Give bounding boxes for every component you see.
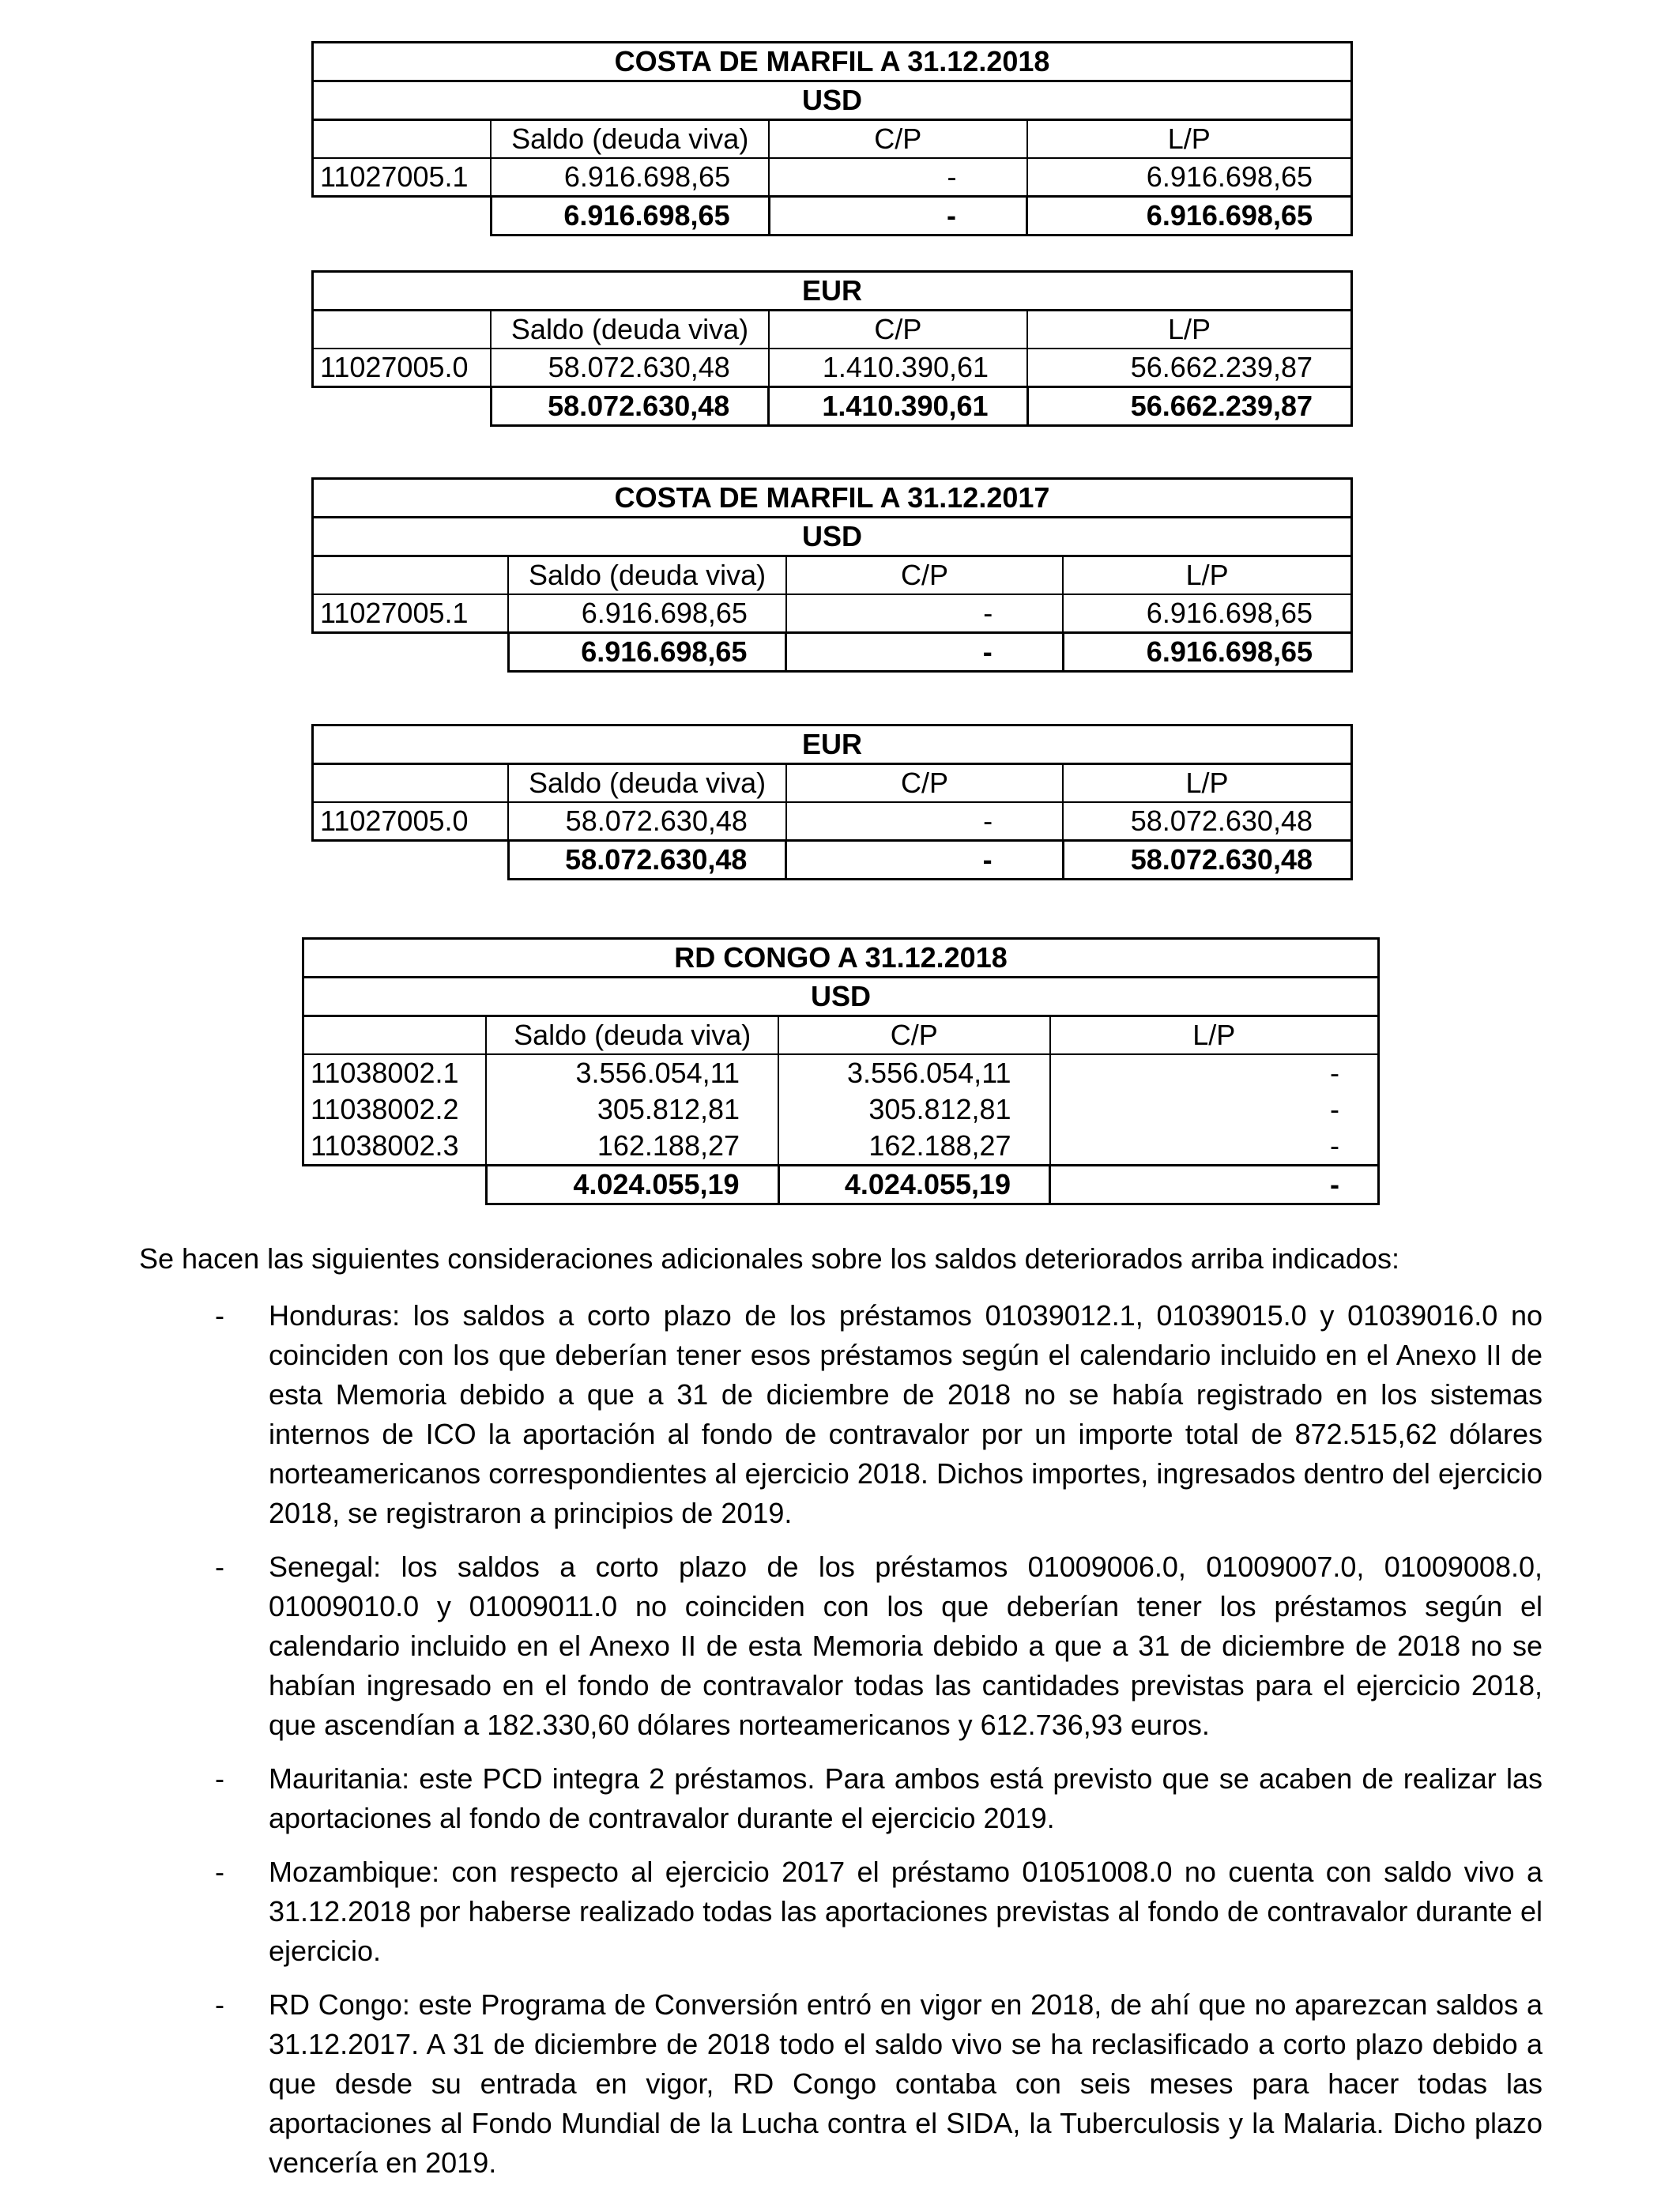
header-lp: L/P <box>1050 1016 1379 1055</box>
total-saldo: 58.072.630,48 <box>508 841 786 880</box>
total-row <box>313 841 1352 880</box>
header-cp: C/P <box>786 764 1063 803</box>
intro-paragraph: Se hacen las siguientes consideraciones adicionales sobre los saldos deteriorados arriba indicados: <box>139 1242 1399 1275</box>
lp-value: 6.916.698,65 <box>1027 158 1352 197</box>
bullet-dash: - <box>215 1762 224 1795</box>
table-title: COSTA DE MARFIL A 31.12.2018 <box>313 43 1352 81</box>
total-lp: 6.916.698,65 <box>1027 197 1352 236</box>
loan-code: 11027005.1 <box>313 158 492 197</box>
note-text: Honduras: los saldos a corto plazo de los préstamos 01039012.1, 01039015.0 y 01039016.0 no coinciden con los que deberían tener esos préstamos según el calendario incluido en el Anexo II de esta Memoria debido a que a 31 de diciembre de 2018 no se había registrado en los sistemas internos de ICO la aportación al fondo de contravalor por un importe total de 872.515,62 dólares norteamericanos correspondientes al ejercicio 2018. Dichos importes, ingresados dentro del ejercicio 2018, se registraron a principios de 2019. <box>269 1299 1543 1529</box>
header-saldo: Saldo (deuda viva) <box>491 120 769 159</box>
bullet-dash: - <box>215 1856 224 1888</box>
table-title: COSTA DE MARFIL A 31.12.2017 <box>313 479 1352 518</box>
note-text: RD Congo: este Programa de Conversión entró en vigor en 2018, de ahí que no aparezcan saldos a 31.12.2017. A 31 de diciembre de 2018 todo el saldo vivo se ha reclasificado a corto plazo debido a que desde su entrada en vigor, RD Congo contaba con seis meses para hacer todas las aportaciones al Fondo Mundial de la Lucha contra el SIDA, la Tuberculosis y la Malaria. Dicho plazo vencería en 2019. <box>269 1988 1543 2179</box>
total-saldo: 6.916.698,65 <box>491 197 769 236</box>
header-cp: C/P <box>769 120 1026 159</box>
header-code <box>313 311 492 349</box>
header-cp: C/P <box>769 311 1027 349</box>
header-lp: L/P <box>1027 311 1351 349</box>
cp-value: 3.556.054,11 <box>778 1054 1050 1091</box>
note-text: Mauritania: este PCD integra 2 préstamos. Para ambos está previsto que se acaben de realizar las aportaciones al fondo de contravalor durante el ejercicio 2019. <box>269 1762 1543 1834</box>
currency-label: USD <box>303 978 1379 1016</box>
table-costa-marfil-2018-eur <box>311 270 1353 427</box>
header-lp: L/P <box>1027 120 1352 159</box>
header-code <box>303 1016 487 1055</box>
header-cp: C/P <box>786 556 1063 595</box>
total-saldo: 58.072.630,48 <box>491 387 769 426</box>
total-cp: 4.024.055,19 <box>778 1166 1050 1204</box>
header-cp: C/P <box>778 1016 1050 1055</box>
total-cp: - <box>786 633 1063 672</box>
cp-value: - <box>769 158 1026 197</box>
lp-value: 6.916.698,65 <box>1063 594 1351 633</box>
note-text: Senegal: los saldos a corto plazo de los préstamos 01009006.0, 01009007.0, 01009008.0, 01009010.0 y 01009011.0 no coinciden con los que deberían tener los préstamos según el calendario incluido en el Anexo II de esta Memoria debido a que a 31 de diciembre de 2018 no se habían ingresado en el fondo de contravalor todas las cantidades previstas para el ejercicio 2018, que ascendían a 182.330,60 dólares norteamericanos y 612.736,93 euros. <box>269 1551 1543 1741</box>
total-row <box>303 1166 1379 1204</box>
total-cp: 1.410.390,61 <box>769 387 1027 426</box>
list-item <box>139 1759 1543 1838</box>
bullet-dash: - <box>215 1551 224 1583</box>
table-row <box>303 1128 1379 1166</box>
lp-value: - <box>1050 1054 1379 1091</box>
table-costa-marfil-2017-usd <box>311 477 1353 673</box>
lp-value: 58.072.630,48 <box>1063 802 1351 841</box>
notes-list <box>139 1296 1543 2197</box>
bullet-dash: - <box>215 1299 224 1332</box>
table-row <box>303 1054 1379 1091</box>
loan-code: 11038002.2 <box>311 1093 459 1125</box>
table-row <box>303 1091 1379 1128</box>
list-item <box>139 1547 1543 1745</box>
total-lp: 56.662.239,87 <box>1027 387 1351 426</box>
loan-code: 11038002.3 <box>303 1128 487 1166</box>
total-row <box>313 633 1352 672</box>
saldo-value: 305.812,81 <box>486 1091 778 1128</box>
table-row <box>313 594 1352 633</box>
total-saldo: 4.024.055,19 <box>486 1166 778 1204</box>
saldo-value: 58.072.630,48 <box>508 802 786 841</box>
header-saldo: Saldo (deuda viva) <box>491 311 769 349</box>
table-rd-congo-2018-usd <box>302 937 1380 1205</box>
table-row <box>313 349 1352 387</box>
header-code <box>313 764 509 803</box>
saldo-value: 6.916.698,65 <box>508 594 786 633</box>
list-item <box>139 1296 1543 1533</box>
table-title: RD CONGO A 31.12.2018 <box>303 939 1379 978</box>
lp-value: - <box>1050 1091 1379 1128</box>
total-lp: 58.072.630,48 <box>1063 841 1351 880</box>
list-item <box>139 1852 1543 1971</box>
header-code <box>313 120 492 159</box>
cp-value: - <box>786 594 1063 633</box>
header-saldo: Saldo (deuda viva) <box>508 556 786 595</box>
total-lp: - <box>1050 1166 1379 1204</box>
saldo-value: 58.072.630,48 <box>491 349 769 387</box>
list-item <box>139 1985 1543 2183</box>
currency-label: USD <box>313 518 1352 556</box>
table-row <box>313 802 1352 841</box>
loan-code: 11027005.0 <box>313 349 492 387</box>
header-saldo: Saldo (deuda viva) <box>508 764 786 803</box>
loan-code: 11038002.1 <box>311 1057 459 1089</box>
currency-label: EUR <box>313 272 1352 311</box>
total-cp: - <box>769 197 1026 236</box>
total-lp: 6.916.698,65 <box>1063 633 1351 672</box>
total-cp: - <box>786 841 1063 880</box>
currency-label: USD <box>313 81 1352 120</box>
loan-code: 11027005.0 <box>313 802 509 841</box>
total-saldo: 6.916.698,65 <box>508 633 786 672</box>
bullet-dash: - <box>215 1988 224 2021</box>
lp-value: 56.662.239,87 <box>1027 349 1351 387</box>
saldo-value: 162.188,27 <box>486 1128 778 1166</box>
cp-value: - <box>786 802 1063 841</box>
cp-value: 305.812,81 <box>778 1091 1050 1128</box>
loan-code: 11027005.1 <box>313 594 509 633</box>
cp-value: 162.188,27 <box>778 1128 1050 1166</box>
header-lp: L/P <box>1063 764 1351 803</box>
header-saldo: Saldo (deuda viva) <box>486 1016 778 1055</box>
total-row <box>313 197 1352 236</box>
table-costa-marfil-2018-usd <box>311 41 1353 236</box>
saldo-value: 6.916.698,65 <box>491 158 769 197</box>
saldo-value: 3.556.054,11 <box>486 1054 778 1091</box>
currency-label: EUR <box>313 725 1352 764</box>
header-lp: L/P <box>1063 556 1351 595</box>
table-row <box>313 158 1352 197</box>
cp-value: 1.410.390,61 <box>769 349 1027 387</box>
total-row <box>313 387 1352 426</box>
note-text: Mozambique: con respecto al ejercicio 2017 el préstamo 01051008.0 no cuenta con saldo vivo a 31.12.2018 por haberse realizado todas las aportaciones previstas al fondo de contravalor durante el ejercicio. <box>269 1856 1543 1967</box>
lp-value: - <box>1050 1128 1379 1166</box>
header-code <box>313 556 509 595</box>
table-costa-marfil-2017-eur <box>311 724 1353 880</box>
